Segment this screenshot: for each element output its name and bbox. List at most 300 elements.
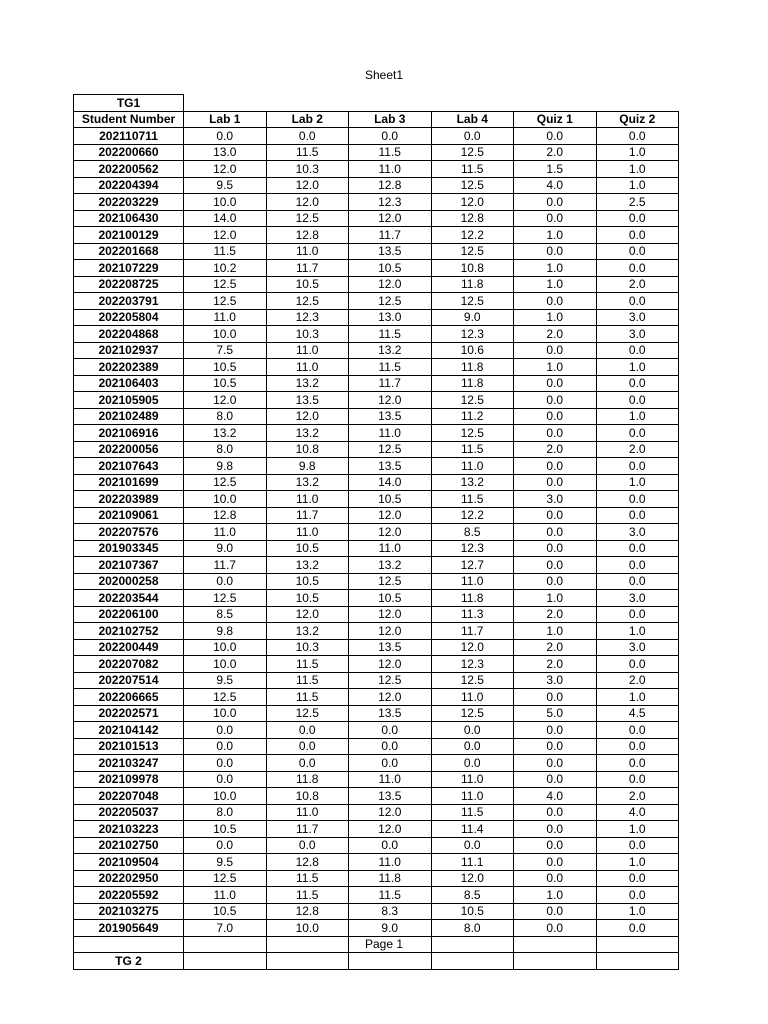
table-row [74,722,679,739]
cell-quiz-1: 0.0 [514,392,597,409]
cell-lab-3: 12.0 [349,821,432,838]
cell-lab-2: 12.0 [266,177,349,194]
cell-lab-3: 0.0 [349,755,432,772]
cell-lab-4: 13.2 [431,474,514,491]
cell-lab-1: 13.2 [184,425,267,442]
cell-student-number: 202207082 [74,656,184,673]
cell-lab-2: 10.8 [266,788,349,805]
cell-student-number: 202101513 [74,738,184,755]
table-row [74,359,679,376]
cell-lab-4: 12.5 [431,425,514,442]
cell-lab-4: 0.0 [431,738,514,755]
page-footer: Page 1 [364,937,404,951]
cell-lab-4: 11.8 [431,590,514,607]
cell-lab-2: 12.8 [266,854,349,871]
cell-quiz-2: 3.0 [596,524,679,541]
table-row [74,260,679,277]
cell-quiz-2: 0.0 [596,425,679,442]
cell-lab-3: 11.7 [349,375,432,392]
cell-lab-4: 12.0 [431,870,514,887]
cell-quiz-1: 2.0 [514,441,597,458]
cell-quiz-1: 0.0 [514,722,597,739]
table-row [74,804,679,821]
cell-lab-3: 13.0 [349,309,432,326]
cell-lab-2: 13.2 [266,557,349,574]
cell-quiz-2: 1.0 [596,854,679,871]
cell-lab-1: 10.0 [184,194,267,211]
cell-student-number: 202110711 [74,128,184,145]
cell-student-number: 202107229 [74,260,184,277]
cell-quiz-2: 4.0 [596,804,679,821]
cell-lab-1: 0.0 [184,128,267,145]
cell-lab-3: 12.5 [349,293,432,310]
cell-quiz-2: 0.0 [596,342,679,359]
cell-lab-4: 12.7 [431,557,514,574]
table-row [74,639,679,656]
cell-student-number: 202104142 [74,722,184,739]
cell-quiz-2: 0.0 [596,540,679,557]
cell-quiz-2: 1.0 [596,359,679,376]
cell-lab-1: 10.5 [184,903,267,920]
cell-quiz-1: 0.0 [514,557,597,574]
cell-quiz-1: 2.0 [514,606,597,623]
cell-quiz-1: 0.0 [514,194,597,211]
cell-student-number: 202105905 [74,392,184,409]
cell-quiz-2: 3.0 [596,639,679,656]
cell-lab-3: 10.5 [349,491,432,508]
cell-lab-3: 12.0 [349,623,432,640]
cell-lab-4: 9.0 [431,309,514,326]
cell-quiz-2: 1.0 [596,623,679,640]
cell-quiz-2: 2.0 [596,672,679,689]
cell-student-number: 202107367 [74,557,184,574]
cell-quiz-1: 0.0 [514,210,597,227]
cell-quiz-1: 0.0 [514,689,597,706]
cell-lab-4: 12.5 [431,243,514,260]
cell-quiz-2: 1.0 [596,177,679,194]
cell-lab-2: 10.0 [266,920,349,937]
cell-lab-3: 9.0 [349,920,432,937]
cell-lab-2: 11.5 [266,887,349,904]
cell-lab-2: 11.0 [266,342,349,359]
cell-student-number: 202202950 [74,870,184,887]
cell-lab-4: 12.8 [431,210,514,227]
cell-lab-3: 13.5 [349,788,432,805]
cell-quiz-2: 1.0 [596,689,679,706]
cell-lab-4: 10.8 [431,260,514,277]
cell-student-number: 202102489 [74,408,184,425]
cell-quiz-2: 0.0 [596,458,679,475]
cell-lab-3: 12.0 [349,392,432,409]
cell-student-number: 202203544 [74,590,184,607]
cell-lab-2: 11.5 [266,656,349,673]
cell-lab-2: 13.2 [266,474,349,491]
cell-lab-4: 11.0 [431,771,514,788]
cell-quiz-1: 1.0 [514,887,597,904]
cell-student-number: 202103247 [74,755,184,772]
cell-student-number: 202203791 [74,293,184,310]
cell-quiz-1: 4.0 [514,177,597,194]
cell-student-number: 201903345 [74,540,184,557]
cell-quiz-2: 2.0 [596,441,679,458]
cell-quiz-2: 0.0 [596,375,679,392]
header-lab-2: Lab 2 [266,111,349,128]
blank-cell [266,953,349,970]
cell-quiz-1: 0.0 [514,408,597,425]
cell-lab-4: 11.5 [431,491,514,508]
cell-quiz-2: 0.0 [596,557,679,574]
cell-quiz-1: 1.0 [514,227,597,244]
cell-quiz-1: 2.0 [514,144,597,161]
cell-lab-2: 10.3 [266,639,349,656]
header-lab-4: Lab 4 [431,111,514,128]
cell-quiz-1: 0.0 [514,458,597,475]
cell-quiz-2: 2.0 [596,276,679,293]
cell-lab-2: 0.0 [266,128,349,145]
cell-quiz-1: 2.0 [514,326,597,343]
cell-lab-4: 10.5 [431,903,514,920]
cell-lab-3: 11.5 [349,359,432,376]
cell-quiz-1: 0.0 [514,920,597,937]
cell-quiz-1: 0.0 [514,738,597,755]
cell-lab-1: 12.5 [184,689,267,706]
table-row [74,408,679,425]
cell-lab-2: 11.0 [266,359,349,376]
cell-lab-2: 13.5 [266,392,349,409]
table-row [74,590,679,607]
group2-row [74,953,679,970]
cell-student-number: 202202571 [74,705,184,722]
table-row [74,474,679,491]
cell-student-number: 202102750 [74,837,184,854]
cell-quiz-2: 0.0 [596,392,679,409]
cell-lab-3: 12.8 [349,177,432,194]
cell-lab-2: 13.2 [266,375,349,392]
cell-quiz-2: 1.0 [596,821,679,838]
cell-lab-1: 7.5 [184,342,267,359]
cell-lab-4: 11.8 [431,359,514,376]
header-student-number: Student Number [74,111,184,128]
cell-lab-1: 12.5 [184,870,267,887]
cell-lab-3: 12.0 [349,276,432,293]
cell-lab-2: 11.0 [266,524,349,541]
cell-lab-3: 11.0 [349,854,432,871]
cell-lab-1: 0.0 [184,738,267,755]
cell-lab-4: 12.5 [431,177,514,194]
cell-lab-1: 11.0 [184,887,267,904]
table-row [74,276,679,293]
group2-label: TG 2 [74,953,184,970]
cell-lab-1: 12.5 [184,474,267,491]
cell-lab-3: 13.5 [349,243,432,260]
cell-lab-3: 12.5 [349,573,432,590]
cell-lab-2: 13.2 [266,623,349,640]
cell-lab-1: 10.0 [184,491,267,508]
cell-quiz-1: 0.0 [514,821,597,838]
cell-quiz-2: 0.0 [596,210,679,227]
cell-lab-3: 12.0 [349,804,432,821]
cell-lab-1: 11.0 [184,524,267,541]
cell-lab-1: 0.0 [184,573,267,590]
cell-lab-4: 11.8 [431,276,514,293]
cell-quiz-1: 1.0 [514,260,597,277]
table-row [74,887,679,904]
cell-lab-3: 13.5 [349,458,432,475]
cell-student-number: 202200660 [74,144,184,161]
cell-lab-2: 10.5 [266,590,349,607]
cell-lab-2: 13.2 [266,425,349,442]
cell-quiz-2: 1.0 [596,144,679,161]
cell-lab-3: 12.5 [349,441,432,458]
cell-student-number: 202203989 [74,491,184,508]
cell-lab-3: 12.0 [349,210,432,227]
cell-lab-4: 12.5 [431,144,514,161]
cell-lab-3: 11.8 [349,870,432,887]
cell-lab-4: 11.5 [431,804,514,821]
cell-quiz-2: 1.0 [596,161,679,178]
table-row [74,540,679,557]
cell-quiz-1: 4.0 [514,788,597,805]
table-row [74,425,679,442]
table-row [74,672,679,689]
cell-student-number: 202100129 [74,227,184,244]
cell-student-number: 202200449 [74,639,184,656]
cell-student-number: 202203229 [74,194,184,211]
table-row [74,656,679,673]
table-row [74,606,679,623]
cell-quiz-2: 0.0 [596,606,679,623]
cell-lab-4: 12.0 [431,639,514,656]
cell-lab-2: 12.0 [266,408,349,425]
table-row [74,128,679,145]
cell-quiz-2: 0.0 [596,755,679,772]
cell-student-number: 202102752 [74,623,184,640]
blank-cell [349,953,432,970]
cell-lab-3: 0.0 [349,128,432,145]
cell-lab-2: 11.5 [266,689,349,706]
cell-quiz-1: 0.0 [514,854,597,871]
cell-lab-4: 12.5 [431,293,514,310]
cell-quiz-1: 0.0 [514,755,597,772]
cell-lab-1: 8.0 [184,804,267,821]
cell-lab-1: 9.5 [184,177,267,194]
cell-student-number: 202101699 [74,474,184,491]
cell-lab-2: 12.8 [266,227,349,244]
cell-quiz-1: 1.0 [514,309,597,326]
table-row [74,837,679,854]
cell-lab-1: 10.0 [184,326,267,343]
cell-quiz-2: 0.0 [596,771,679,788]
cell-lab-4: 11.0 [431,573,514,590]
cell-quiz-1: 0.0 [514,837,597,854]
cell-student-number: 202103275 [74,903,184,920]
header-lab-1: Lab 1 [184,111,267,128]
cell-student-number: 202208725 [74,276,184,293]
cell-quiz-1: 1.0 [514,590,597,607]
table-row [74,342,679,359]
header-row [74,111,679,128]
blank-cell [184,953,267,970]
cell-lab-4: 11.7 [431,623,514,640]
cell-quiz-1: 0.0 [514,243,597,260]
cell-lab-1: 13.0 [184,144,267,161]
cell-lab-4: 0.0 [431,755,514,772]
cell-student-number: 202103223 [74,821,184,838]
cell-quiz-2: 0.0 [596,656,679,673]
table-row [74,491,679,508]
cell-lab-4: 11.8 [431,375,514,392]
cell-quiz-2: 0.0 [596,920,679,937]
cell-quiz-2: 0.0 [596,837,679,854]
cell-quiz-1: 0.0 [514,804,597,821]
cell-lab-4: 12.2 [431,507,514,524]
cell-lab-4: 11.3 [431,606,514,623]
cell-quiz-1: 0.0 [514,573,597,590]
cell-student-number: 202205804 [74,309,184,326]
cell-quiz-2: 3.0 [596,326,679,343]
table-row [74,243,679,260]
cell-lab-4: 11.4 [431,821,514,838]
cell-lab-4: 0.0 [431,128,514,145]
cell-lab-4: 12.0 [431,194,514,211]
cell-quiz-1: 1.0 [514,276,597,293]
cell-lab-1: 9.0 [184,540,267,557]
cell-quiz-1: 0.0 [514,507,597,524]
cell-lab-2: 10.5 [266,573,349,590]
cell-lab-3: 0.0 [349,722,432,739]
cell-lab-3: 11.7 [349,227,432,244]
cell-lab-1: 10.5 [184,359,267,376]
table-row [74,375,679,392]
cell-lab-1: 10.0 [184,639,267,656]
cell-lab-2: 11.8 [266,771,349,788]
cell-lab-1: 8.5 [184,606,267,623]
cell-lab-1: 7.0 [184,920,267,937]
grades-table [73,94,679,970]
group-label: TG1 [74,95,184,112]
cell-lab-4: 12.3 [431,326,514,343]
cell-lab-4: 12.5 [431,705,514,722]
cell-student-number: 201905649 [74,920,184,937]
table-row [74,903,679,920]
sheet-title: Sheet1 [364,68,404,82]
cell-student-number: 202109504 [74,854,184,871]
cell-lab-1: 8.0 [184,441,267,458]
cell-lab-4: 11.0 [431,458,514,475]
cell-lab-3: 12.5 [349,672,432,689]
table-row [74,326,679,343]
cell-student-number: 202200056 [74,441,184,458]
table-row [74,573,679,590]
cell-student-number: 202106916 [74,425,184,442]
table-row [74,161,679,178]
cell-lab-4: 0.0 [431,837,514,854]
table-row [74,441,679,458]
cell-lab-1: 0.0 [184,837,267,854]
table-row [74,788,679,805]
cell-lab-4: 12.5 [431,392,514,409]
cell-lab-3: 8.3 [349,903,432,920]
cell-lab-1: 0.0 [184,771,267,788]
table-row [74,309,679,326]
cell-lab-2: 10.8 [266,441,349,458]
cell-lab-4: 12.3 [431,656,514,673]
cell-lab-2: 11.7 [266,507,349,524]
cell-quiz-1: 0.0 [514,375,597,392]
blank-cell [431,953,514,970]
table-row [74,210,679,227]
table-row [74,870,679,887]
header-quiz-2: Quiz 2 [596,111,679,128]
cell-student-number: 202000258 [74,573,184,590]
cell-quiz-1: 0.0 [514,425,597,442]
cell-lab-2: 0.0 [266,738,349,755]
cell-quiz-1: 1.0 [514,359,597,376]
cell-lab-2: 12.0 [266,606,349,623]
cell-student-number: 202109978 [74,771,184,788]
cell-lab-3: 11.5 [349,326,432,343]
cell-lab-1: 9.5 [184,854,267,871]
cell-lab-2: 12.8 [266,903,349,920]
cell-lab-3: 0.0 [349,738,432,755]
cell-lab-1: 12.8 [184,507,267,524]
cell-quiz-2: 0.0 [596,128,679,145]
cell-lab-1: 0.0 [184,722,267,739]
table-row [74,705,679,722]
cell-lab-1: 0.0 [184,755,267,772]
cell-quiz-2: 0.0 [596,491,679,508]
cell-lab-4: 0.0 [431,722,514,739]
table-row [74,821,679,838]
cell-quiz-2: 0.0 [596,738,679,755]
cell-quiz-1: 0.0 [514,342,597,359]
cell-lab-2: 12.5 [266,705,349,722]
blank-cell [514,953,597,970]
table-row [74,507,679,524]
table-row [74,755,679,772]
cell-lab-3: 11.0 [349,540,432,557]
cell-quiz-2: 0.0 [596,507,679,524]
cell-lab-2: 10.5 [266,276,349,293]
cell-lab-3: 13.5 [349,408,432,425]
table-row [74,458,679,475]
cell-quiz-2: 0.0 [596,870,679,887]
cell-student-number: 202207576 [74,524,184,541]
cell-student-number: 202200562 [74,161,184,178]
cell-lab-2: 11.0 [266,243,349,260]
cell-lab-2: 11.7 [266,821,349,838]
cell-lab-1: 11.0 [184,309,267,326]
cell-lab-4: 11.0 [431,689,514,706]
cell-quiz-2: 0.0 [596,260,679,277]
cell-quiz-1: 1.0 [514,623,597,640]
cell-lab-2: 12.3 [266,309,349,326]
cell-quiz-1: 0.0 [514,870,597,887]
cell-lab-2: 11.7 [266,260,349,277]
cell-quiz-2: 1.0 [596,903,679,920]
cell-quiz-2: 1.0 [596,408,679,425]
cell-lab-3: 13.2 [349,557,432,574]
table-row [74,920,679,937]
cell-lab-4: 11.0 [431,788,514,805]
cell-lab-2: 12.5 [266,293,349,310]
header-quiz-1: Quiz 1 [514,111,597,128]
table-row [74,227,679,244]
cell-lab-3: 11.5 [349,144,432,161]
cell-lab-2: 10.3 [266,161,349,178]
cell-quiz-1: 0.0 [514,903,597,920]
cell-lab-3: 12.0 [349,656,432,673]
